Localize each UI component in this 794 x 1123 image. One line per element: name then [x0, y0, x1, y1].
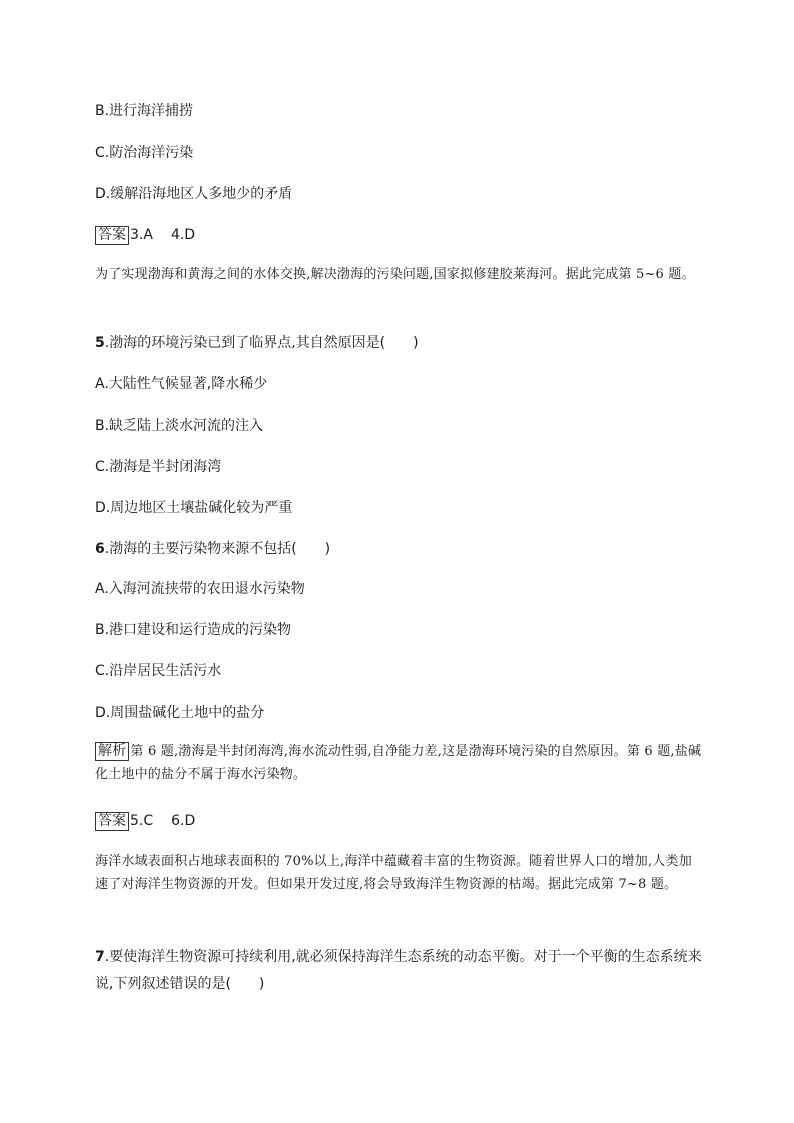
answer-3-4 [95, 225, 195, 245]
q6-option-a: A.入海河流挟带的农田退水污染物 [95, 581, 305, 597]
answer-tag: 答案 [95, 226, 129, 245]
analysis-5-6 [95, 740, 705, 786]
analysis-text: 第 6 题,渤海是半封闭海湾,海水流动性弱,自净能力差,这是渤海环境污染的自然原因。第 6 题,盐碱化土地中的盐分不属于海水污染物。 [95, 744, 702, 782]
q5-option-c: C.渤海是半封闭海湾 [95, 459, 222, 475]
q7-number: 7 [95, 949, 105, 965]
q6-option-c: C.沿岸居民生活污水 [95, 663, 222, 679]
q6-stem [95, 539, 330, 559]
answer-5-6 [95, 811, 195, 831]
q4-option-c: C.防治海洋污染 [95, 145, 194, 161]
q5-stem [95, 333, 419, 353]
analysis-tag: 解析 [95, 742, 129, 761]
answer-tag: 答案 [95, 812, 129, 831]
q5-option-b: B.缺乏陆上淡水河流的注入 [95, 418, 264, 434]
q6-option-b: B.港口建设和运行造成的污染物 [95, 622, 292, 638]
q5-text: .渤海的环境污染已到了临界点,其自然原因是( ) [104, 335, 419, 351]
q6-option-d: D.周围盐碱化土地中的盐分 [95, 705, 265, 721]
answer-5: 5.C [130, 813, 154, 829]
q7-stem [95, 944, 715, 998]
q5-number: 5 [95, 335, 105, 351]
q5-option-d: D.周边地区土壤盐碱化较为严重 [95, 500, 293, 516]
q6-number: 6 [95, 541, 105, 557]
q4-option-b: B.进行海洋捕捞 [95, 103, 194, 119]
answer-3: 3.A [130, 227, 153, 243]
passage-7-8: 海洋水域表面积占地球表面积的 70%以上,海洋中蕴藏着丰富的生物资源。随着世界人口的增加,人类加速了对海洋生物资源的开发。但如果开发过度,将会导致海洋生物资源的枯竭。据此完成第 7~8 题。 [95, 854, 692, 892]
q4-option-d: D.缓解沿海地区人多地少的矛盾 [95, 186, 293, 202]
answer-4: 4.D [170, 227, 196, 243]
q6-text: .渤海的主要污染物来源不包括( ) [104, 541, 331, 557]
q7-text: .要使海洋生物资源可持续利用,就必须保持海洋生态系统的动态平衡。对于一个平衡的生态系统来说,下列叙述错误的是( ) [95, 949, 702, 992]
passage-5-6: 为了实现渤海和黄海之间的水体交换,解决渤海的污染问题,国家拟修建胶莱海河。据此完成第 5~6 题。 [95, 267, 695, 282]
answer-6: 6.D [171, 813, 196, 829]
q5-option-a: A.大陆性气候显著,降水稀少 [95, 376, 268, 392]
